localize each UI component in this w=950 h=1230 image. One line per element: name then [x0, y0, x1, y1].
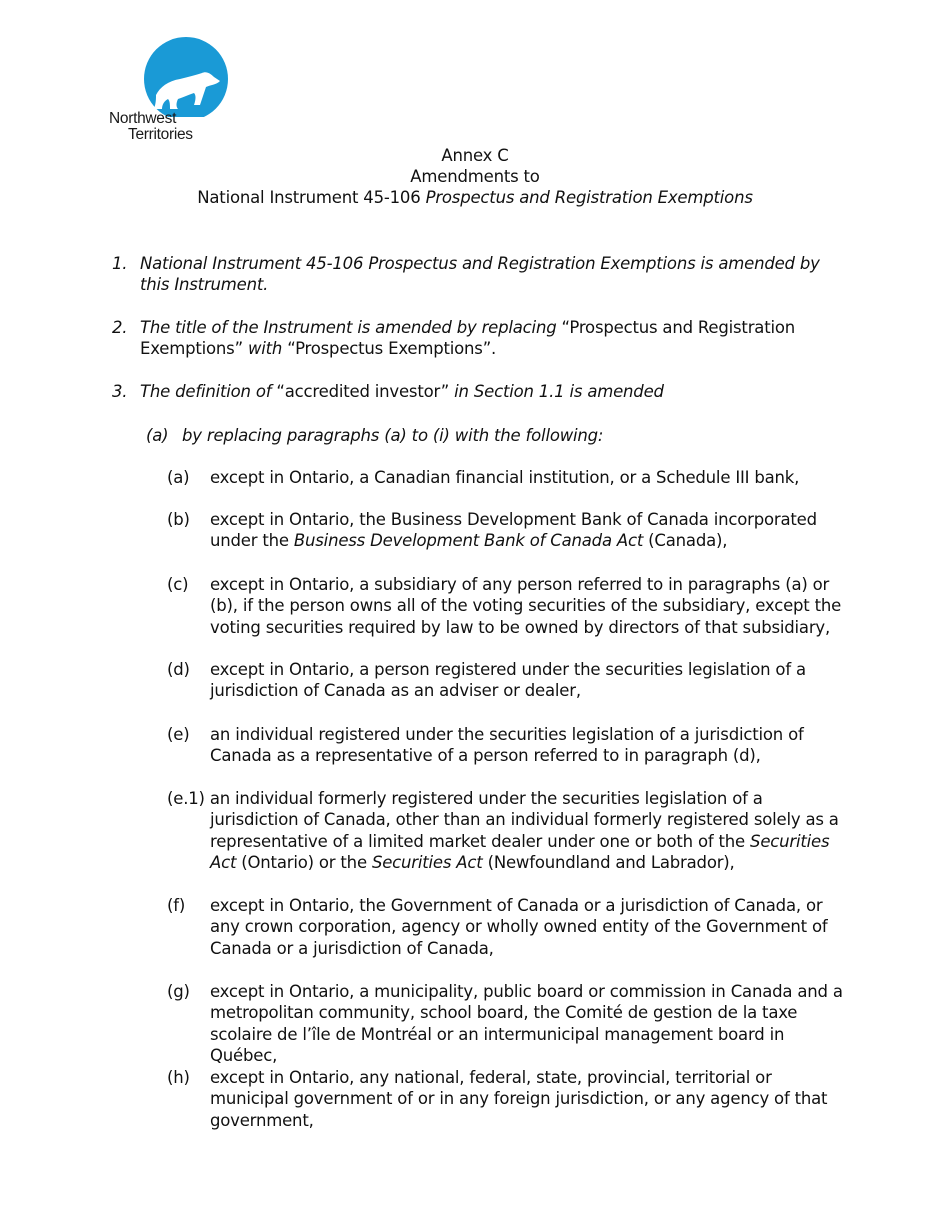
paragraph-h: (h) except in Ontario, any national, federal, state, provincial, territorial or municipal government of or in any foreign jurisdiction, or any agency of that government,: [167, 1068, 828, 1130]
subsection-a: (a) by replacing paragraphs (a) to (i) with the following:: [146, 426, 604, 445]
item-3: 3. The definition of “accredited investor” in Section 1.1 is amended: [112, 382, 664, 401]
northwest-territories-logo: [108, 37, 233, 147]
paragraph-f: (f) except in Ontario, the Government of Canada or a jurisdiction of Canada, or any crown corporation, agency or wholly owned entity of the Government of Canada or a jurisdiction of Canada,: [167, 896, 828, 958]
logo-text-northwest: Northwest: [109, 110, 177, 127]
paragraph-e1: (e.1) an individual formerly registered under the securities legislation of a jurisdiction of Canada, other than an individual formerly registered solely as a representative of a limited market dealer under one or both of the Securities Act (Ontario) or the Securities Act (Newfoundland and Labrador),: [167, 789, 839, 872]
paragraph-b: (b) except in Ontario, the Business Development Bank of Canada incorporated under the Business Development Bank of Canada Act (Canada),: [167, 510, 817, 551]
paragraph-g: (g) except in Ontario, a municipality, public board or commission in Canada and a metropolitan community, school board, the Comité de gestion de la taxe scolaire de l’île de Montréal or an intermunicipal management board in Québec,: [167, 982, 843, 1065]
annex-heading: [0, 145, 950, 208]
item-1: 1. National Instrument 45-106 Prospectus and Registration Exemptions is amended by this Instrument.: [112, 254, 820, 294]
polar-bear-icon: [108, 37, 233, 117]
paragraph-e: (e) an individual registered under the securities legislation of a jurisdiction of Canada as a representative of a person referred to in paragraph (d),: [167, 725, 804, 766]
paragraph-d: (d) except in Ontario, a person registered under the securities legislation of a jurisdiction of Canada as an adviser or dealer,: [167, 660, 806, 701]
amendments-title: Amendments to: [410, 167, 540, 186]
item-2: 2. The title of the Instrument is amended by replacing “Prospectus and Registration Exemptions” with “Prospectus Exemptions”.: [112, 318, 795, 358]
paragraph-c: (c) except in Ontario, a subsidiary of any person referred to in paragraphs (a) or (b), if the person owns all of the voting securities of the subsidiary, except the voting securities required by law to be owned by directors of that subsidiary,: [167, 575, 842, 637]
annex-title: Annex C: [441, 146, 509, 165]
paragraph-a: (a) except in Ontario, a Canadian financial institution, or a Schedule III bank,: [167, 468, 800, 487]
logo-text-territories: Territories: [128, 126, 193, 143]
instrument-title: National Instrument 45-106 Prospectus and Registration Exemptions: [197, 188, 753, 207]
